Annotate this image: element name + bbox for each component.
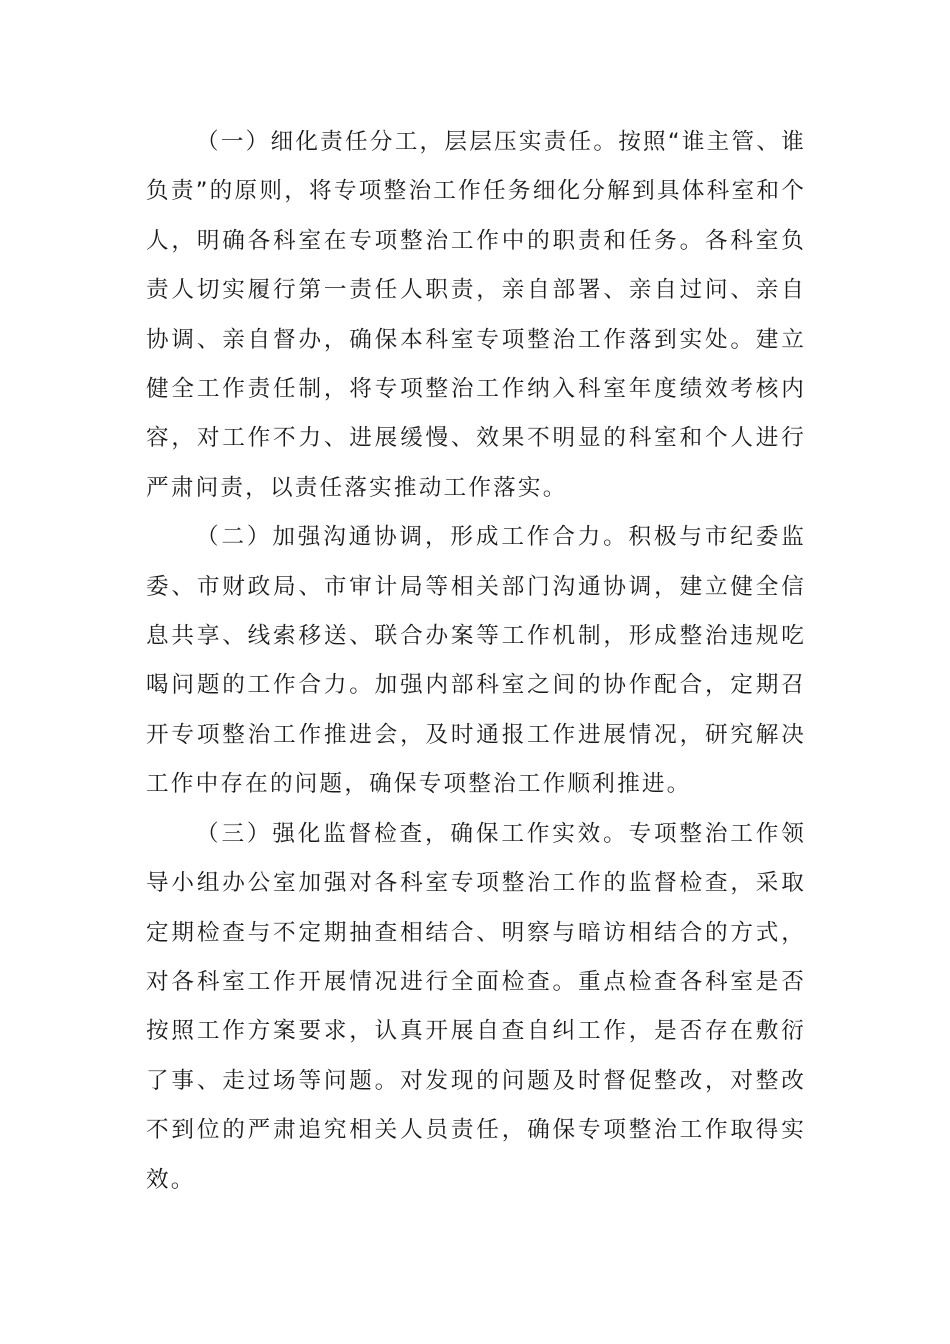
- paragraph-coordination: （二）加强沟通协调，形成工作合力。积极与市纪委监委、市财政局、市审计局等相关部门沟通协调，建立健全信息共享、线索移送、联合办案等工作机制，形成整治违规吃喝问题的工作合力。加强内部科室之间的协作配合，定期召开专项整治工作推进会，及时通报工作进展情况，研究解决工作中存在的问题，确保专项整治工作顺利推进。: [146, 524, 806, 798]
- paragraph-responsibility: （一）细化责任分工，层层压实责任。按照“谁主管、谁负责”的原则，将专项整治工作任务细化分解到具体科室和个人，明确各科室在专项整治工作中的职责和任务。各科室负责人切实履行第一责任人职责，亲自部署、亲自过问、亲自协调、亲自督办，确保本科室专项整治工作落到实处。建立健全工作责任制，将专项整治工作纳入科室年度绩效考核内容，对工作不力、进展缓慢、效果不明显的科室和个人进行严肃问责，以责任落实推动工作落实。: [146, 129, 806, 501]
- document-body: [146, 118, 806, 1205]
- paragraph-supervision: （三）强化监督检查，确保工作实效。专项整治工作领导小组办公室加强对各科室专项整治工作的监督检查，采取定期检查与不定期抽查相结合、明察与暗访相结合的方式，对各科室工作开展情况进行全面检查。重点检查各科室是否按照工作方案要求，认真开展自查自纠工作，是否存在敷衍了事、走过场等问题。对发现的问题及时督促整改，对整改不到位的严肃追究相关人员责任，确保专项整治工作取得实效。: [146, 820, 806, 1193]
